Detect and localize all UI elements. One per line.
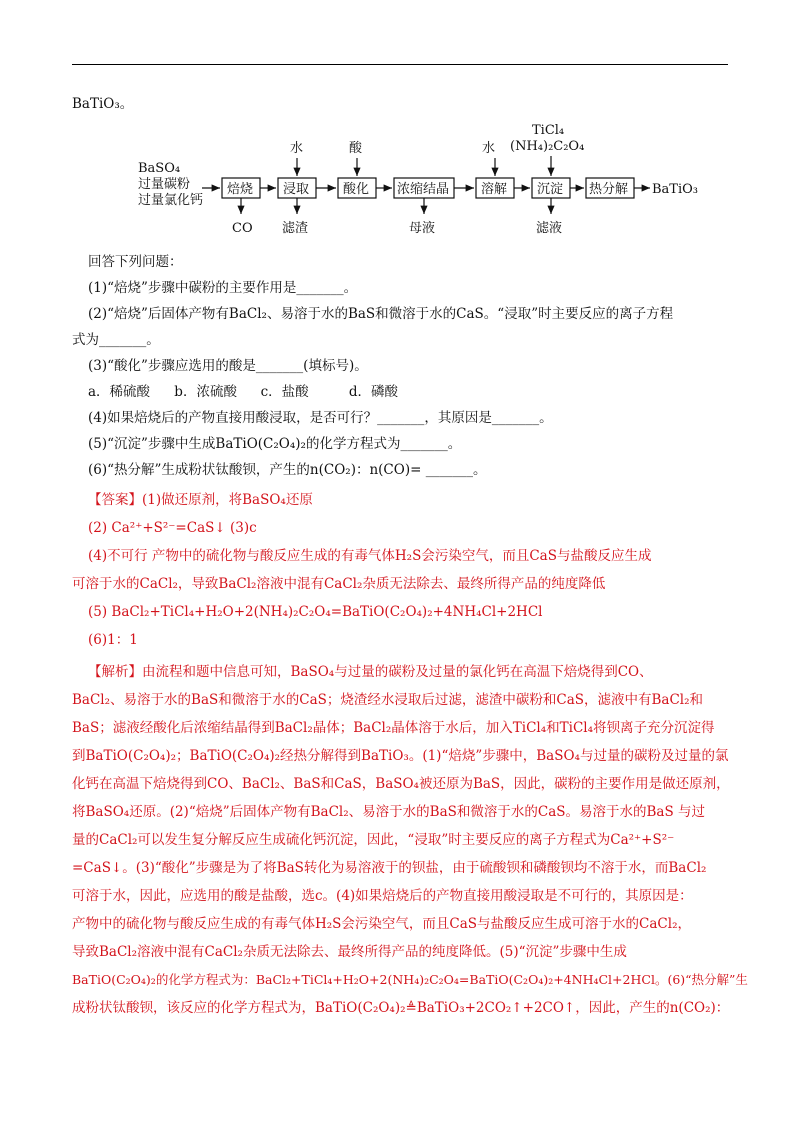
answer-label: 【答案】 — [88, 492, 142, 508]
answer-6: (6)1：1 — [88, 632, 138, 648]
analysis-text-0: 由流程和题中信息可知，BaSO₄与过量的碳粉及过量的氯化钙在高温下焙烧得到CO、 — [142, 664, 653, 680]
step-leach: 浸取 — [283, 182, 310, 197]
analysis-label: 【解析】 — [88, 664, 142, 680]
answer-1 — [88, 490, 748, 510]
add-ticl4: TiCl₄ — [532, 123, 565, 138]
top-text: BaTiO₃。 — [72, 96, 134, 112]
analysis-line-0 — [88, 662, 748, 682]
add-water-1: 水 — [290, 141, 304, 156]
step-precipitate: 沉淀 — [537, 182, 564, 197]
analysis-line-4: 化钙在高温下焙烧得到CO、BaCl₂、BaS和CaS，BaSO₄被还原为BaS，因此，碳粉的主要作用是做还原剂， — [72, 776, 730, 792]
question-3: (3)“酸化”步骤应选用的酸是_______(填标号)。 — [88, 358, 368, 374]
analysis-line-12: 成粉状钛酸钡，该反应的化学方程式为，BaTiO(C₂O₄)₂≜BaTiO₃+2CO₂↑+2CO↑，因此，产生的n(CO₂)： — [72, 1000, 730, 1016]
question-6: (6)“热分解”生成粉状钛酸钡，产生的n(CO₂)：n(CO)= _______。 — [88, 462, 487, 478]
question-3-options — [88, 382, 748, 402]
analysis-line-5: 将BaSO₄还原。(2)“焙烧”后固体产物有BaCl₂、易溶于水的BaS和微溶于水的CaS。易溶于水的BaS 与过 — [72, 804, 706, 820]
analysis-line-1: BaCl₂、易溶于水的BaS和微溶于水的CaS；烧渣经水浸取后过滤，滤渣中碳粉和CaS，滤液中有BaCl₂和 — [72, 692, 704, 708]
answer-4a: (4)不可行 产物中的硫化物与酸反应生成的有毒气体H₂S会污染空气，而且CaS与盐酸反应生成 — [88, 548, 652, 564]
question-2a: (2)“焙烧”后固体产物有BaCl₂、易溶于水的BaS和微溶于水的CaS。“浸取”时主要反应的离子方程 — [88, 306, 674, 322]
answer-4b: 可溶于水的CaCl₂，导致BaCl₂溶液中混有CaCl₂杂质无法除去、最终所得产品的纯度降低 — [72, 576, 606, 592]
answer-5: (5) BaCl₂+TiCl₄+H₂O+2(NH₄)₂C₂O₄=BaTiO(C₂O₄)₂+4NH₄Cl+2HCl — [88, 604, 543, 620]
step-dissolve: 溶解 — [481, 182, 508, 197]
option-c: c．盐酸 — [260, 384, 309, 400]
out-co: CO — [232, 221, 253, 236]
analysis-line-11: BaTiO(C₂O₄)₂的化学方程式为：BaCl₂+TiCl₄+H₂O+2(NH₄)₂C₂O₄=BaTiO(C₂O₄)₂+4NH₄Cl+2HCl。(6)“热分解”生 — [72, 972, 748, 987]
add-water-2: 水 — [482, 141, 496, 156]
analysis-line-9: 产物中的硫化物与酸反应生成的有毒气体H₂S会污染空气，而且CaS与盐酸反应生成可溶于水的CaCl₂， — [72, 916, 691, 932]
input-baso4: BaSO₄ — [138, 161, 181, 176]
analysis-line-8: 可溶于水，因此，应选用的酸是盐酸，选c。(4)如果焙烧后的产物直接用酸浸取是不可行的，其原因是： — [72, 888, 693, 904]
product-batio3: BaTiO₃ — [652, 182, 699, 197]
step-decompose: 热分解 — [589, 182, 629, 197]
step-acidify: 酸化 — [343, 182, 370, 197]
question-5: (5)“沉淀”步骤中生成BaTiO(C₂O₄)₂的化学方程式为_______。 — [88, 436, 462, 452]
header-rule — [72, 64, 728, 65]
out-residue: 滤渣 — [282, 221, 309, 236]
analysis-line-3: 到BaTiO(C₂O₄)₂；BaTiO(C₂O₄)₂经热分解得到BaTiO₃。(1)“焙烧”步骤中，BaSO₄与过量的碳粉及过量的氯 — [72, 748, 729, 764]
question-2b: 式为_______。 — [72, 332, 160, 348]
process-flow-diagram — [130, 120, 730, 240]
question-1: (1)“焙烧”步骤中碳粉的主要作用是_______。 — [88, 280, 358, 296]
out-filtrate: 滤液 — [536, 221, 563, 236]
option-a: a．稀硫酸 — [88, 384, 151, 400]
intro: 回答下列问题： — [88, 254, 183, 270]
question-4: (4)如果焙烧后的产物直接用酸浸取，是否可行？_______，其原因是_______。 — [88, 410, 553, 426]
add-acid: 酸 — [349, 141, 363, 156]
analysis-line-6: 量的CaCl₂可以发生复分解反应生成硫化钙沉淀，因此，“浸取”时主要反应的离子方程式为Ca²⁺+S²⁻ — [72, 832, 675, 848]
step-roast: 焙烧 — [227, 182, 254, 197]
input-carbon: 过量碳粉 — [138, 177, 191, 192]
step-crystallize: 浓缩结晶 — [397, 182, 450, 197]
answer-1-text: (1)做还原剂，将BaSO₄还原 — [142, 492, 313, 508]
option-d: d．磷酸 — [348, 384, 399, 400]
input-cacl2: 过量氯化钙 — [138, 193, 204, 208]
out-mother-liquor: 母液 — [409, 221, 436, 236]
analysis-line-10: 导致BaCl₂溶液中混有CaCl₂杂质无法除去、最终所得产品的纯度降低。(5)“沉淀”步骤中生成 — [72, 944, 627, 960]
option-b: b．浓硫酸 — [174, 384, 237, 400]
answer-2-3: (2) Ca²⁺+S²⁻=CaS↓ (3)c — [88, 520, 257, 536]
analysis-line-7: =CaS↓。(3)“酸化”步骤是为了将BaS转化为易溶液于的钡盐，由于硫酸钡和磷酸钡均不溶于水，而BaCl₂ — [72, 860, 707, 876]
analysis-line-2: BaS；滤液经酸化后浓缩结晶得到BaCl₂晶体；BaCl₂晶体溶于水后，加入TiCl₄和TiCl₄将钡离子充分沉淀得 — [72, 720, 715, 736]
add-oxalate: (NH₄)₂C₂O₄ — [510, 139, 585, 154]
